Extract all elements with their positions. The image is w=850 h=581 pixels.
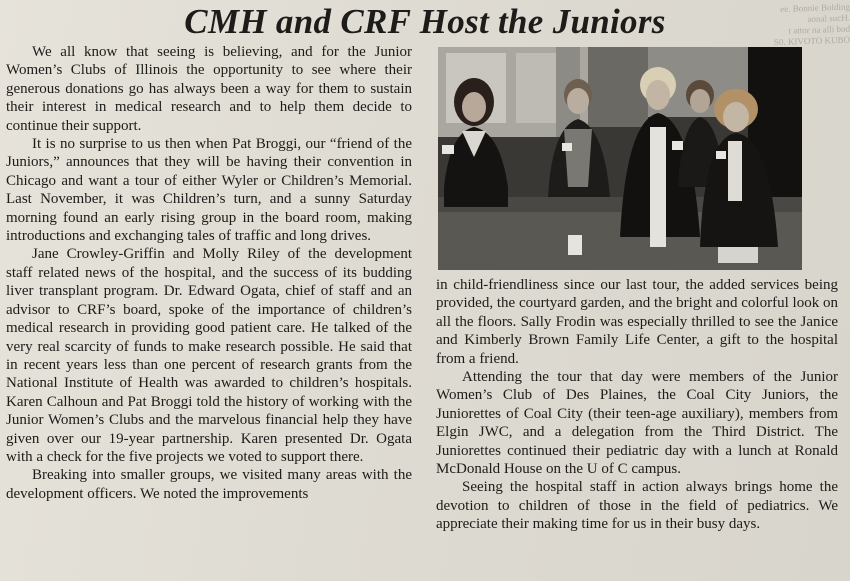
paragraph: Attending the tour that day were members of the Junior Women’s Club of Des Plaines, the Coal City Juniors, the Juniorettes of Coal City (their teen-age auxiliary), members from Elgin JWC, and a delegation from the Third District. The Juniorettes continued their pediatric day with a lunch at Ronald McDonald House on the U of C campus. <box>436 369 838 478</box>
paragraph: Seeing the hospital staff in action always brings home the devotion to children of those in the field of pediatrics. We appreciate their making time for us in their busy days. <box>436 479 838 533</box>
bleed-line: aonal sucH. <box>807 12 850 25</box>
paragraph: It is no surprise to us then when Pat Broggi, our “friend of the Juniors,” announces that they will be having their convention in Chicago and want a tour of either Wyler or Children’s Memorial. Last November, it was Children’s turn, and a sunny Saturday morning found an early rising group in the board room, making introductions and exchanging tales of traffic and long drives. <box>6 136 412 245</box>
paragraph: in child-friendliness since our last tour, the added services being provided, the courtyard garden, and the bright and colorful look on all the floors. Sally Frodin was especially thrilled to see the Janice and Kimberly Brown Family Life Center, a gift to the hospital from a friend. <box>436 277 838 367</box>
left-column <box>6 43 412 503</box>
group-photo <box>438 47 802 270</box>
paragraph: Jane Crowley-Griffin and Molly Riley of the development staff related news of the hospital, and the success of its budding liver transplant program. Dr. Edward Ogata, chief of staff and an advisor to CRF’s board, spoke of the importance of children’s medical research in providing good patient care. He talked of the very real scarcity of funds to make research possible. He said that in recent years less than one percent of research grants from the National Institute of Health was awarded to children’s hospitals. Karen Calhoun and Pat Broggi told the history of working with the Junior Women’s Clubs and the marvelous financial help they have given over our 19-year partnership. Karen presented Dr. Ogata with a check for the five projects we voted to support there. <box>6 246 412 465</box>
bleed-line: S0. KIVOTO KUBO <box>773 34 850 48</box>
bleed-line: ee. Bonnie Bolding <box>780 1 850 14</box>
paragraph: Breaking into smaller groups, we visited many areas with the development officers. We noted the improvements <box>6 467 412 502</box>
right-column <box>436 276 838 534</box>
paragraph: We all know that seeing is believing, and for the Junior Women’s Clubs of Illinois the opportunity to see where their generous donations go has always been a way for them to sustain their interest in medical research and to help them decide to continue their support. <box>6 44 412 134</box>
article-headline: CMH and CRF Host the Juniors <box>184 2 666 41</box>
group-photo-image <box>438 47 802 270</box>
bleed-line: t attor na alli bod <box>788 23 850 36</box>
